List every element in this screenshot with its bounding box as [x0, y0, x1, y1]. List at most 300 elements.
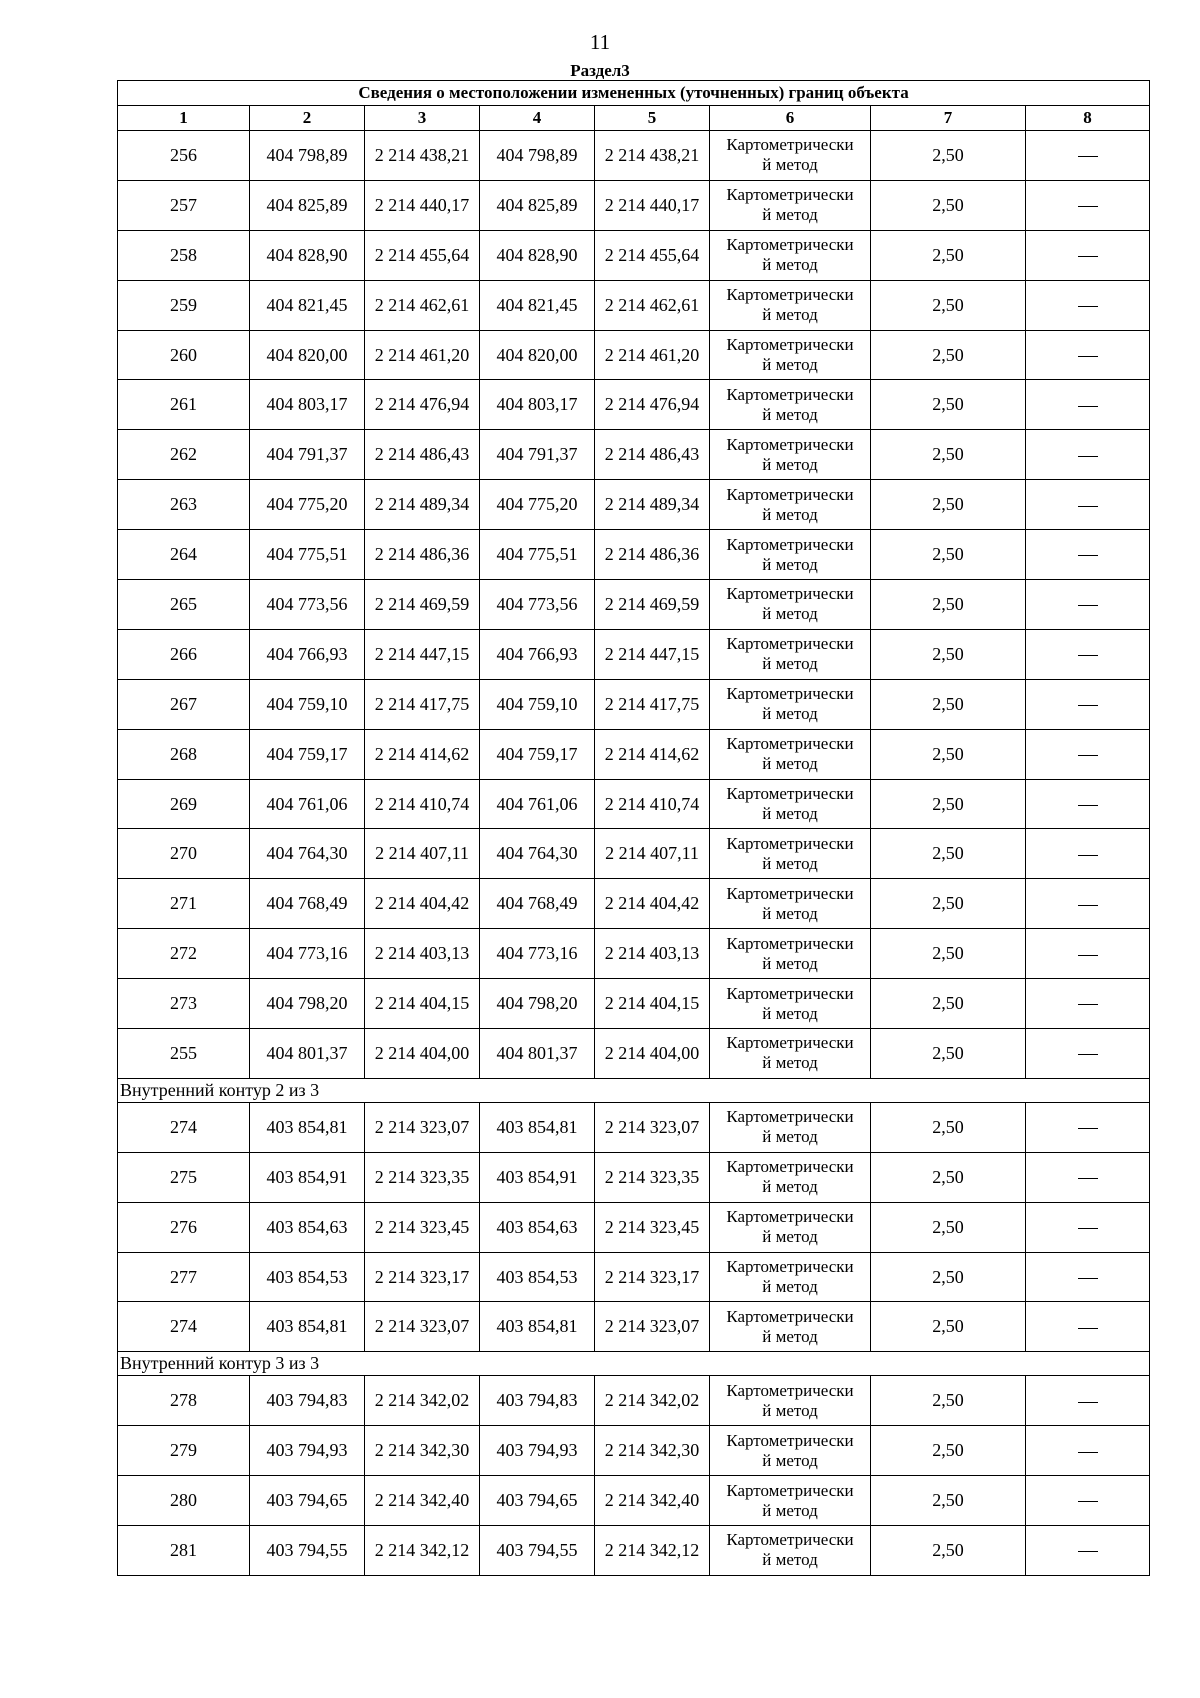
y-old-cell: 2 214 342,12 [365, 1526, 480, 1576]
y-new-cell: 2 214 461,20 [595, 330, 710, 380]
x-new-cell: 404 828,90 [480, 230, 595, 280]
y-new-cell: 2 214 342,30 [595, 1426, 710, 1476]
method-text-line2: й метод [762, 1053, 818, 1073]
point-number-cell: 258 [118, 230, 250, 280]
point-number-cell: 260 [118, 330, 250, 380]
method-text-line1: Картометрически [726, 384, 854, 404]
method-text-line1: Картометрически [726, 983, 854, 1003]
description-cell [1026, 280, 1150, 330]
method-text-line2: й метод [762, 1277, 818, 1297]
description-cell [1026, 829, 1150, 879]
accuracy-cell: 2,50 [871, 1302, 1026, 1352]
table-row [118, 1202, 1150, 1252]
method-text-line2: й метод [762, 205, 818, 225]
accuracy-cell: 2,50 [871, 1102, 1026, 1152]
y-new-cell: 2 214 404,00 [595, 1029, 710, 1079]
method-text-line2: й метод [762, 155, 818, 175]
method-cell [710, 530, 871, 580]
accuracy-cell: 2,50 [871, 1252, 1026, 1302]
x-old-cell: 404 766,93 [250, 629, 365, 679]
description-cell [1026, 929, 1150, 979]
x-old-cell: 404 803,17 [250, 380, 365, 430]
y-new-cell: 2 214 469,59 [595, 580, 710, 630]
point-number-cell: 262 [118, 430, 250, 480]
y-new-cell: 2 214 323,17 [595, 1252, 710, 1302]
column-number-row [118, 106, 1150, 131]
x-new-cell: 404 825,89 [480, 180, 595, 230]
method-text-line1: Картометрически [726, 1107, 854, 1127]
table-row [118, 131, 1150, 181]
method-text-line1: Картометрически [726, 684, 854, 704]
description-cell [1026, 779, 1150, 829]
method-cell [710, 1152, 871, 1202]
method-text-line1: Картометрически [726, 1430, 854, 1450]
method-text-line2: й метод [762, 804, 818, 824]
method-text-line2: й метод [762, 754, 818, 774]
point-number-cell: 257 [118, 180, 250, 230]
x-new-cell: 404 759,10 [480, 679, 595, 729]
x-new-cell: 404 821,45 [480, 280, 595, 330]
point-number-cell: 273 [118, 979, 250, 1029]
method-text-line2: й метод [762, 953, 818, 973]
method-text-line2: й метод [762, 604, 818, 624]
method-text-line1: Картометрически [726, 1207, 854, 1227]
method-text-line2: й метод [762, 255, 818, 275]
y-old-cell: 2 214 414,62 [365, 729, 480, 779]
y-old-cell: 2 214 438,21 [365, 131, 480, 181]
accuracy-cell: 2,50 [871, 779, 1026, 829]
x-old-cell: 403 794,93 [250, 1426, 365, 1476]
y-old-cell: 2 214 342,02 [365, 1376, 480, 1426]
em-dash-icon [1078, 555, 1098, 556]
method-text-line1: Картометрически [726, 1257, 854, 1277]
table-row [118, 580, 1150, 630]
method-cell [710, 779, 871, 829]
x-new-cell: 404 768,49 [480, 879, 595, 929]
method-cell [710, 280, 871, 330]
column-number: 5 [595, 106, 710, 131]
method-cell [710, 1202, 871, 1252]
accuracy-cell: 2,50 [871, 180, 1026, 230]
x-old-cell: 404 791,37 [250, 430, 365, 480]
accuracy-cell: 2,50 [871, 230, 1026, 280]
method-text-line2: й метод [762, 853, 818, 873]
em-dash-icon [1078, 605, 1098, 606]
table-row [118, 180, 1150, 230]
description-cell [1026, 180, 1150, 230]
y-new-cell: 2 214 486,36 [595, 530, 710, 580]
method-cell [710, 330, 871, 380]
x-new-cell: 403 794,83 [480, 1376, 595, 1426]
accuracy-cell: 2,50 [871, 829, 1026, 879]
point-number-cell: 267 [118, 679, 250, 729]
method-cell [710, 1376, 871, 1426]
description-cell [1026, 679, 1150, 729]
x-old-cell: 403 854,91 [250, 1152, 365, 1202]
y-old-cell: 2 214 447,15 [365, 629, 480, 679]
em-dash-icon [1078, 1128, 1098, 1129]
table-row [118, 679, 1150, 729]
method-text-line1: Картометрически [726, 734, 854, 754]
contour-label-row [118, 1078, 1150, 1102]
em-dash-icon [1078, 1278, 1098, 1279]
y-old-cell: 2 214 489,34 [365, 480, 480, 530]
method-text-line2: й метод [762, 1450, 818, 1470]
em-dash-icon [1078, 1452, 1098, 1453]
x-old-cell: 403 794,83 [250, 1376, 365, 1426]
method-cell [710, 131, 871, 181]
x-old-cell: 404 768,49 [250, 879, 365, 929]
x-new-cell: 404 775,20 [480, 480, 595, 530]
description-cell [1026, 430, 1150, 480]
x-new-cell: 404 759,17 [480, 729, 595, 779]
em-dash-icon [1078, 1228, 1098, 1229]
y-old-cell: 2 214 342,40 [365, 1476, 480, 1526]
point-number-cell: 278 [118, 1376, 250, 1426]
accuracy-cell: 2,50 [871, 280, 1026, 330]
point-number-cell: 281 [118, 1526, 250, 1576]
em-dash-icon [1078, 1402, 1098, 1403]
x-new-cell: 403 854,63 [480, 1202, 595, 1252]
y-new-cell: 2 214 476,94 [595, 380, 710, 430]
section-title: Раздел3 [570, 61, 630, 80]
table-row [118, 1102, 1150, 1152]
y-old-cell: 2 214 342,30 [365, 1426, 480, 1476]
method-text-line2: й метод [762, 305, 818, 325]
method-text-line2: й метод [762, 1400, 818, 1420]
x-old-cell: 404 798,20 [250, 979, 365, 1029]
table-caption: Сведения о местоположении измененных (уточненных) границ объекта [118, 81, 1150, 106]
em-dash-icon [1078, 1328, 1098, 1329]
x-old-cell: 403 794,55 [250, 1526, 365, 1576]
method-text-line2: й метод [762, 454, 818, 474]
description-cell [1026, 480, 1150, 530]
method-text-line2: й метод [762, 1127, 818, 1147]
x-old-cell: 404 821,45 [250, 280, 365, 330]
method-text-line1: Картометрически [726, 534, 854, 554]
em-dash-icon [1078, 356, 1098, 357]
y-old-cell: 2 214 469,59 [365, 580, 480, 630]
point-number-cell: 256 [118, 131, 250, 181]
x-old-cell: 404 775,51 [250, 530, 365, 580]
point-number-cell: 274 [118, 1302, 250, 1352]
y-new-cell: 2 214 410,74 [595, 779, 710, 829]
x-old-cell: 403 794,65 [250, 1476, 365, 1526]
table-row [118, 979, 1150, 1029]
table-row [118, 929, 1150, 979]
method-text-line1: Картометрически [726, 185, 854, 205]
method-text-line2: й метод [762, 1003, 818, 1023]
x-old-cell: 403 854,63 [250, 1202, 365, 1252]
accuracy-cell: 2,50 [871, 1476, 1026, 1526]
point-number-cell: 271 [118, 879, 250, 929]
em-dash-icon [1078, 905, 1098, 906]
accuracy-cell: 2,50 [871, 430, 1026, 480]
em-dash-icon [1078, 1054, 1098, 1055]
method-text-line1: Картометрически [726, 285, 854, 305]
method-text-line1: Картометрически [726, 1157, 854, 1177]
y-old-cell: 2 214 403,13 [365, 929, 480, 979]
point-number-cell: 272 [118, 929, 250, 979]
coordinates-table [117, 80, 1150, 1576]
y-old-cell: 2 214 455,64 [365, 230, 480, 280]
accuracy-cell: 2,50 [871, 1029, 1026, 1079]
table-body [118, 131, 1150, 1576]
x-old-cell: 404 825,89 [250, 180, 365, 230]
em-dash-icon [1078, 206, 1098, 207]
method-text-line1: Картометрически [726, 584, 854, 604]
x-new-cell: 403 854,81 [480, 1302, 595, 1352]
y-old-cell: 2 214 417,75 [365, 679, 480, 729]
method-text-line2: й метод [762, 1326, 818, 1346]
accuracy-cell: 2,50 [871, 580, 1026, 630]
table-row [118, 530, 1150, 580]
table-row [118, 480, 1150, 530]
x-new-cell: 404 773,56 [480, 580, 595, 630]
description-cell [1026, 580, 1150, 630]
table-row [118, 280, 1150, 330]
accuracy-cell: 2,50 [871, 1376, 1026, 1426]
y-new-cell: 2 214 407,11 [595, 829, 710, 879]
description-cell [1026, 530, 1150, 580]
y-new-cell: 2 214 323,07 [595, 1302, 710, 1352]
x-new-cell: 403 794,93 [480, 1426, 595, 1476]
method-text-line2: й метод [762, 1177, 818, 1197]
y-old-cell: 2 214 476,94 [365, 380, 480, 430]
method-text-line1: Картометрически [726, 235, 854, 255]
table-row [118, 230, 1150, 280]
point-number-cell: 263 [118, 480, 250, 530]
method-text-line2: й метод [762, 704, 818, 724]
method-text-line2: й метод [762, 355, 818, 374]
method-text-line2: й метод [762, 654, 818, 674]
method-cell [710, 380, 871, 430]
accuracy-cell: 2,50 [871, 131, 1026, 181]
x-new-cell: 404 791,37 [480, 430, 595, 480]
x-new-cell: 403 794,65 [480, 1476, 595, 1526]
x-new-cell: 403 854,81 [480, 1102, 595, 1152]
table-row [118, 1152, 1150, 1202]
y-new-cell: 2 214 414,62 [595, 729, 710, 779]
point-number-cell: 264 [118, 530, 250, 580]
table-row [118, 1426, 1150, 1476]
point-number-cell: 269 [118, 779, 250, 829]
x-old-cell: 404 764,30 [250, 829, 365, 879]
x-old-cell: 404 775,20 [250, 480, 365, 530]
column-number: 2 [250, 106, 365, 131]
description-cell [1026, 1029, 1150, 1079]
method-cell [710, 1252, 871, 1302]
y-new-cell: 2 214 404,15 [595, 979, 710, 1029]
description-cell [1026, 1302, 1150, 1352]
em-dash-icon [1078, 805, 1098, 806]
point-number-cell: 265 [118, 580, 250, 630]
method-cell [710, 629, 871, 679]
point-number-cell: 276 [118, 1202, 250, 1252]
description-cell [1026, 879, 1150, 929]
point-number-cell: 268 [118, 729, 250, 779]
method-text-line2: й метод [762, 903, 818, 923]
description-cell [1026, 230, 1150, 280]
y-new-cell: 2 214 417,75 [595, 679, 710, 729]
accuracy-cell: 2,50 [871, 679, 1026, 729]
method-cell [710, 1029, 871, 1079]
method-text-line2: й метод [762, 1227, 818, 1247]
point-number-cell: 266 [118, 629, 250, 679]
accuracy-cell: 2,50 [871, 629, 1026, 679]
x-old-cell: 404 820,00 [250, 330, 365, 380]
em-dash-icon [1078, 755, 1098, 756]
method-text-line1: Картометрически [726, 1380, 854, 1400]
x-old-cell: 404 761,06 [250, 779, 365, 829]
column-number: 4 [480, 106, 595, 131]
point-number-cell: 259 [118, 280, 250, 330]
table-caption-row [118, 81, 1150, 106]
description-cell [1026, 1376, 1150, 1426]
x-old-cell: 404 828,90 [250, 230, 365, 280]
description-cell [1026, 1476, 1150, 1526]
method-text-line1: Картометрически [726, 933, 854, 953]
em-dash-icon [1078, 1551, 1098, 1552]
method-text-line2: й метод [762, 1550, 818, 1570]
x-new-cell: 404 820,00 [480, 330, 595, 380]
y-new-cell: 2 214 403,13 [595, 929, 710, 979]
column-number: 1 [118, 106, 250, 131]
table-row [118, 1526, 1150, 1576]
x-new-cell: 404 775,51 [480, 530, 595, 580]
point-number-cell: 277 [118, 1252, 250, 1302]
y-new-cell: 2 214 404,42 [595, 879, 710, 929]
y-old-cell: 2 214 323,17 [365, 1252, 480, 1302]
method-cell [710, 430, 871, 480]
table-row [118, 1376, 1150, 1426]
em-dash-icon [1078, 1501, 1098, 1502]
method-text-line1: Картометрически [726, 1530, 854, 1550]
x-old-cell: 403 854,81 [250, 1102, 365, 1152]
method-cell [710, 879, 871, 929]
y-old-cell: 2 214 323,35 [365, 1152, 480, 1202]
method-text-line2: й метод [762, 554, 818, 574]
method-text-line2: й метод [762, 1500, 818, 1520]
x-old-cell: 404 759,17 [250, 729, 365, 779]
x-old-cell: 404 798,89 [250, 131, 365, 181]
table-row [118, 380, 1150, 430]
method-cell [710, 829, 871, 879]
contour-label: Внутренний контур 3 из 3 [118, 1352, 1150, 1376]
column-number: 3 [365, 106, 480, 131]
method-cell [710, 480, 871, 530]
y-new-cell: 2 214 323,35 [595, 1152, 710, 1202]
column-number: 8 [1026, 106, 1150, 131]
description-cell [1026, 1252, 1150, 1302]
accuracy-cell: 2,50 [871, 729, 1026, 779]
accuracy-cell: 2,50 [871, 1152, 1026, 1202]
x-new-cell: 404 803,17 [480, 380, 595, 430]
point-number-cell: 275 [118, 1152, 250, 1202]
y-old-cell: 2 214 404,42 [365, 879, 480, 929]
accuracy-cell: 2,50 [871, 530, 1026, 580]
y-old-cell: 2 214 461,20 [365, 330, 480, 380]
method-text-line1: Картометрически [726, 135, 854, 155]
x-new-cell: 404 798,20 [480, 979, 595, 1029]
em-dash-icon [1078, 506, 1098, 507]
table-row [118, 1476, 1150, 1526]
point-number-cell: 279 [118, 1426, 250, 1476]
table-row [118, 629, 1150, 679]
method-cell [710, 1302, 871, 1352]
table-row [118, 729, 1150, 779]
description-cell [1026, 1152, 1150, 1202]
x-new-cell: 404 773,16 [480, 929, 595, 979]
method-text-line2: й метод [762, 504, 818, 524]
y-new-cell: 2 214 462,61 [595, 280, 710, 330]
description-cell [1026, 979, 1150, 1029]
x-old-cell: 403 854,81 [250, 1302, 365, 1352]
x-old-cell: 404 759,10 [250, 679, 365, 729]
em-dash-icon [1078, 1178, 1098, 1179]
column-number: 7 [871, 106, 1026, 131]
method-cell [710, 580, 871, 630]
description-cell [1026, 1102, 1150, 1152]
x-old-cell: 403 854,53 [250, 1252, 365, 1302]
x-new-cell: 404 764,30 [480, 829, 595, 879]
em-dash-icon [1078, 705, 1098, 706]
x-new-cell: 404 801,37 [480, 1029, 595, 1079]
method-text-line1: Картометрически [726, 434, 854, 454]
accuracy-cell: 2,50 [871, 1202, 1026, 1252]
y-old-cell: 2 214 486,43 [365, 430, 480, 480]
table-row [118, 430, 1150, 480]
y-old-cell: 2 214 323,07 [365, 1102, 480, 1152]
y-new-cell: 2 214 455,64 [595, 230, 710, 280]
page-number: 11 [589, 30, 611, 54]
description-cell [1026, 1526, 1150, 1576]
accuracy-cell: 2,50 [871, 1526, 1026, 1576]
description-cell [1026, 729, 1150, 779]
method-text-line1: Картометрически [726, 634, 854, 654]
y-old-cell: 2 214 404,15 [365, 979, 480, 1029]
column-number: 6 [710, 106, 871, 131]
accuracy-cell: 2,50 [871, 480, 1026, 530]
method-text-line1: Картометрически [726, 1033, 854, 1053]
method-cell [710, 679, 871, 729]
method-cell [710, 1102, 871, 1152]
description-cell [1026, 131, 1150, 181]
y-new-cell: 2 214 440,17 [595, 180, 710, 230]
x-new-cell: 403 854,91 [480, 1152, 595, 1202]
table-row [118, 829, 1150, 879]
table-row [118, 779, 1150, 829]
em-dash-icon [1078, 156, 1098, 157]
method-cell [710, 1526, 871, 1576]
y-old-cell: 2 214 462,61 [365, 280, 480, 330]
contour-label-row [118, 1352, 1150, 1376]
y-new-cell: 2 214 486,43 [595, 430, 710, 480]
em-dash-icon [1078, 855, 1098, 856]
method-cell [710, 230, 871, 280]
em-dash-icon [1078, 406, 1098, 407]
method-text-line1: Картометрически [726, 335, 854, 354]
x-new-cell: 403 854,53 [480, 1252, 595, 1302]
em-dash-icon [1078, 456, 1098, 457]
method-cell [710, 1426, 871, 1476]
y-old-cell: 2 214 323,07 [365, 1302, 480, 1352]
description-cell [1026, 629, 1150, 679]
table-row [118, 330, 1150, 380]
description-cell [1026, 330, 1150, 380]
method-text-line1: Картометрически [726, 1480, 854, 1500]
accuracy-cell: 2,50 [871, 979, 1026, 1029]
